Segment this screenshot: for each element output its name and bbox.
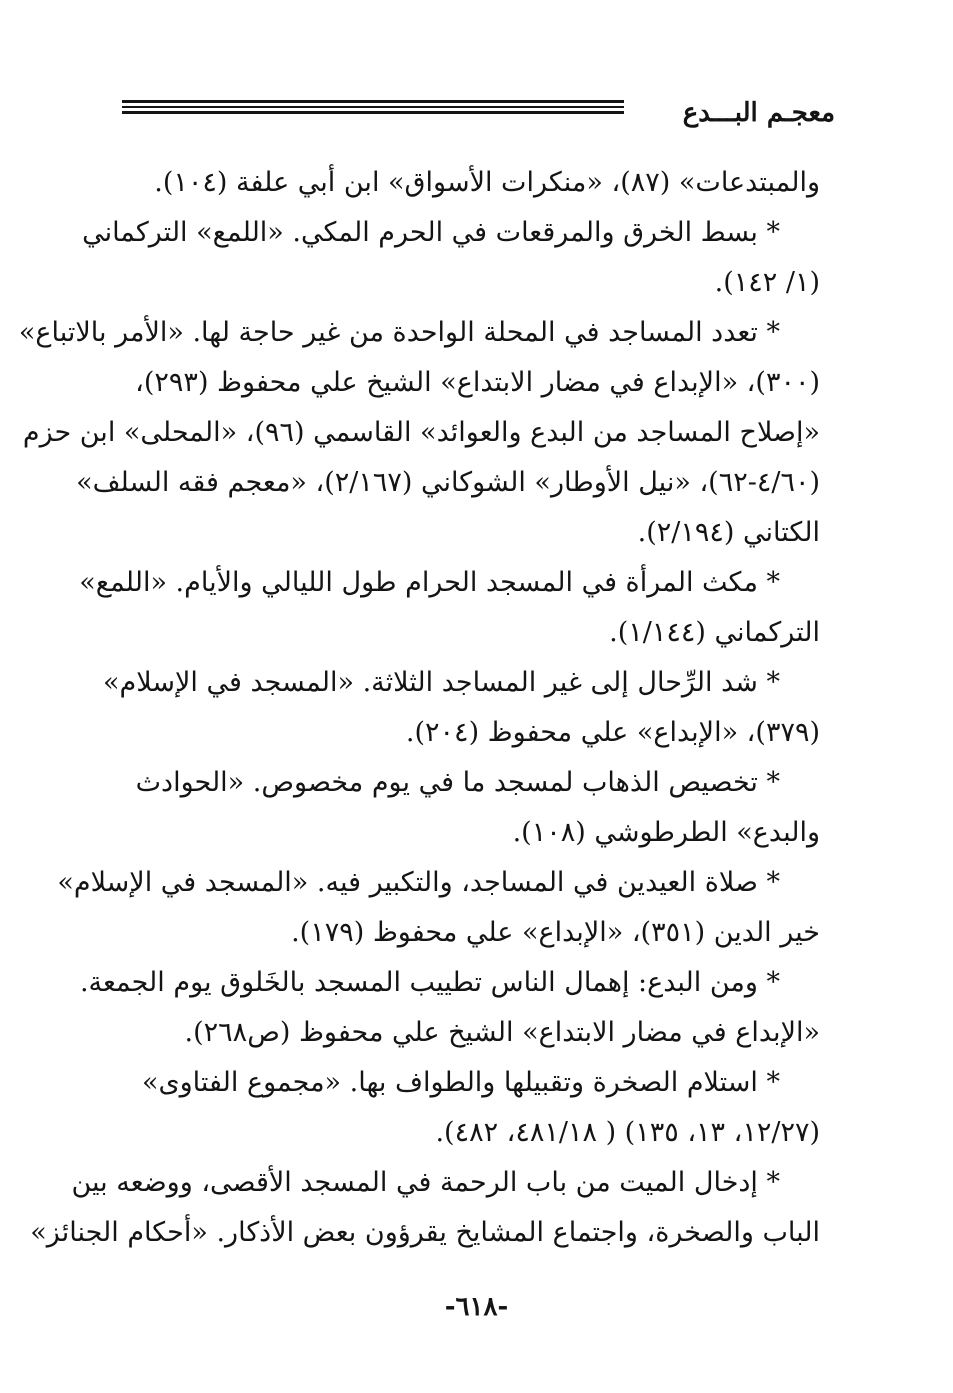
text-line: * مكث المرأة في المسجد الحرام طول الليالي والأيام. «اللمع» (79, 567, 780, 598)
text-line: «الإبداع في مضار الابتداع» الشيخ علي محفوظ (ص٢٦٨). (184, 1017, 820, 1048)
text-line: «إصلاح المساجد من البدع والعوائد» القاسمي (٩٦)، «المحلى» ابن حزم (22, 417, 820, 448)
text-line: * تخصيص الذهاب لمسجد ما في يوم مخصوص. «الحوادث (135, 767, 780, 798)
text-line: * إدخال الميت من باب الرحمة في المسجد الأقصى، ووضعه بين (71, 1167, 780, 1198)
text-line: والمبتدعات» (٨٧)، «منكرات الأسواق» ابن أبي علفة (١٠٤). (154, 167, 820, 198)
text-line: * صلاة العيدين في المساجد، والتكبير فيه. «المسجد في الإسلام» (57, 867, 780, 898)
text-line: * تعدد المساجد في المحلة الواحدة من غير حاجة لها. «الأمر بالاتباع» (18, 317, 780, 348)
header-rule (122, 100, 624, 114)
text-line: (١٢/٢٧، ١٣، ١٣٥) ( ٤٨١/١٨، ٤٨٢). (435, 1117, 820, 1148)
page-number: -٦١٨- (444, 1292, 509, 1322)
text-line: * شد الرِّحال إلى غير المساجد الثلاثة. «المسجد في الإسلام» (103, 667, 780, 698)
header-rule-line (122, 100, 624, 103)
running-head: معجـم البـــدع (682, 98, 835, 128)
text-line: * استلام الصخرة وتقبيلها والطواف بها. «مجموع الفتاوى» (141, 1067, 780, 1098)
text-line: التركماني (١/١٤٤). (609, 617, 820, 648)
text-line: (٣٠٠)، «الإبداع في مضار الابتداع» الشيخ علي محفوظ (٢٩٣)، (135, 367, 820, 398)
text-line: والبدع» الطرطوشي (١٠٨). (512, 817, 820, 848)
text-line: الكتاني (٢/١٩٤). (637, 517, 820, 548)
text-line: * بسط الخرق والمرقعات في الحرم المكي. «اللمع» التركماني (82, 217, 780, 248)
text-line: (٣٧٩)، «الإبداع» علي محفوظ (٢٠٤). (405, 717, 820, 748)
text-line: خير الدين (٣٥١)، «الإبداع» علي محفوظ (١٧٩). (291, 917, 820, 948)
text-line: * ومن البدع: إهمال الناس تطييب المسجد بالخَلوق يوم الجمعة. (79, 967, 780, 998)
header-rule-line (122, 111, 624, 114)
header-rule-line (122, 106, 624, 108)
text-line: (٤/٦٠-٦٢)، «نيل الأوطار» الشوكاني (٢/١٦٧)، «معجم فقه السلف» (76, 467, 820, 498)
body-text (18, 158, 820, 1258)
text-line: الباب والصخرة، واجتماع المشايخ يقرؤون بعض الأذكار. «أحكام الجنائز» (30, 1217, 820, 1248)
text-line: (١/ ١٤٢). (714, 267, 820, 298)
